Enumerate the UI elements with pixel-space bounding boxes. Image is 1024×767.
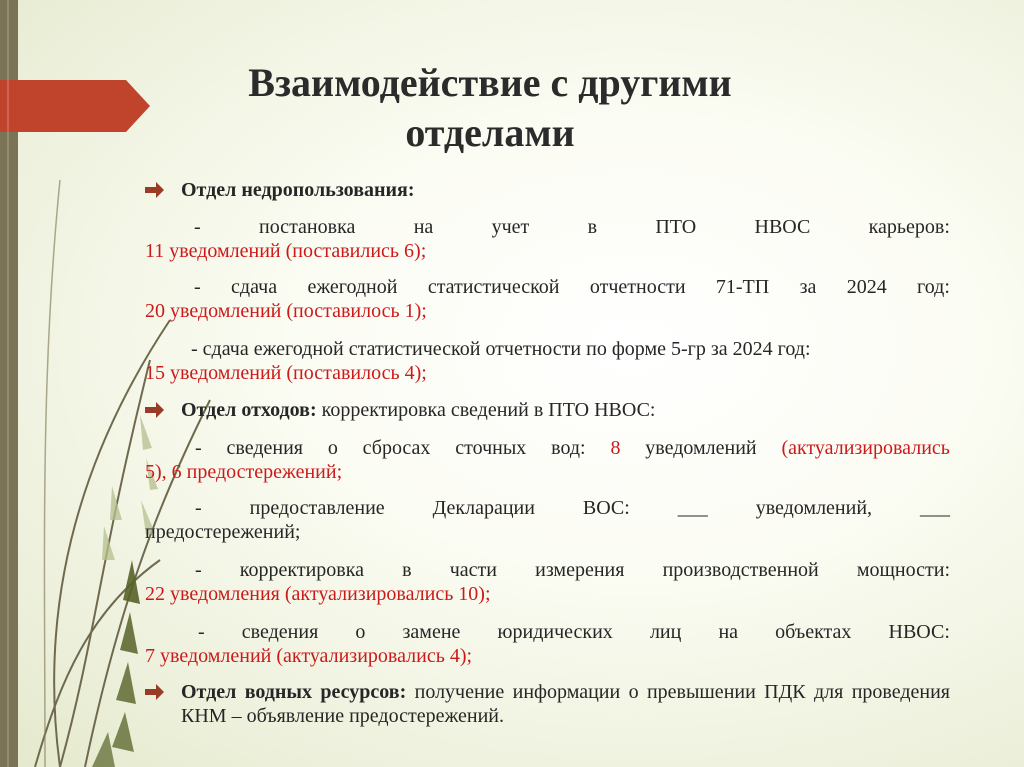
item-text: предостережений;	[145, 521, 301, 543]
word: сведения	[226, 437, 303, 459]
arrow-bullet-icon	[145, 182, 165, 198]
word: на	[718, 621, 739, 643]
arrow-bullet-icon	[145, 402, 165, 418]
word: замене	[402, 621, 461, 643]
word: 8	[610, 437, 621, 459]
section-text: получение информации о превышении ПДК для проведения КНМ – объявление предостережений.	[181, 681, 950, 727]
word: за	[799, 276, 817, 298]
word: карьеров:	[868, 216, 950, 238]
word: год:	[917, 276, 950, 298]
word: (актуализировались	[781, 437, 950, 459]
word: сдача	[231, 276, 278, 298]
word: статистической	[427, 276, 560, 298]
title-line-1: Взаимодействие с другими	[248, 60, 732, 105]
word: сведения	[241, 621, 319, 643]
section-subsoil	[145, 178, 950, 202]
title-line-2: отделами	[405, 110, 575, 155]
word: о	[327, 437, 338, 459]
word: объектах	[775, 621, 852, 643]
word: -	[198, 621, 205, 643]
word: части	[449, 559, 497, 581]
word: сточных	[455, 437, 527, 459]
word: 2024	[846, 276, 887, 298]
word: о	[355, 621, 366, 643]
word: ___	[919, 497, 950, 519]
arrow-bullet-icon	[145, 684, 165, 700]
word: -	[195, 437, 202, 459]
notice-count: 20 уведомлений (поставилось 1);	[145, 300, 427, 322]
word: на	[413, 216, 434, 238]
stem-curve	[44, 180, 60, 767]
word: корректировка	[239, 559, 365, 581]
section-text: корректировка сведений в ПТО НВОС:	[316, 399, 656, 421]
word: юридических	[497, 621, 613, 643]
word: учет	[491, 216, 530, 238]
notice-count: 22 уведомления (актуализировались 10);	[145, 583, 491, 605]
word: НВОС:	[888, 621, 950, 643]
notice-count: 15 уведомлений (поставилось 4);	[145, 362, 427, 384]
word: НВОС	[754, 216, 811, 238]
notice-count: 5), 6 предостережений;	[145, 461, 343, 483]
word: ПТО	[655, 216, 697, 238]
word: лиц	[649, 621, 682, 643]
waste-item-3	[145, 558, 950, 606]
word: мощности:	[856, 559, 950, 581]
word: -	[195, 559, 202, 581]
subsoil-item-1	[145, 215, 950, 263]
word: в	[587, 216, 598, 238]
slide-title	[150, 58, 830, 158]
word: в	[402, 559, 412, 581]
word: измерения	[535, 559, 625, 581]
word: -	[195, 497, 202, 519]
word: ___	[677, 497, 708, 519]
title-ribbon	[0, 80, 150, 132]
waste-item-4	[145, 620, 950, 668]
word: ВОС:	[582, 497, 630, 519]
subsoil-item-3	[145, 337, 950, 385]
word: постановка	[258, 216, 356, 238]
word: предоставление	[249, 497, 385, 519]
stem-curve	[60, 360, 150, 767]
section-heading: Отдел водных ресурсов:	[181, 681, 407, 703]
waste-item-1	[145, 436, 950, 484]
section-heading: Отдел отходов:	[181, 399, 317, 421]
notice-count: 7 уведомлений (актуализировались 4);	[145, 645, 473, 667]
subsoil-item-2	[145, 275, 950, 323]
word: уведомлений	[645, 437, 757, 459]
word: отчетности	[589, 276, 686, 298]
notice-count: 11 уведомлений (поставились 6);	[145, 240, 427, 262]
word: -	[194, 216, 201, 238]
word: 71-ТП	[715, 276, 770, 298]
section-waste	[145, 398, 950, 422]
word: вод:	[551, 437, 586, 459]
word: уведомлений,	[755, 497, 873, 519]
word: производственной	[662, 559, 819, 581]
section-water	[145, 680, 950, 728]
waste-item-2	[145, 496, 950, 544]
word: Декларации	[432, 497, 535, 519]
word: -	[194, 276, 201, 298]
item-text: - сдача ежегодной статистической отчетности по форме 5-гр за 2024 год:	[191, 338, 811, 360]
word: сбросах	[362, 437, 431, 459]
word: ежегодной	[307, 276, 398, 298]
section-heading: Отдел недропользования:	[181, 179, 415, 201]
